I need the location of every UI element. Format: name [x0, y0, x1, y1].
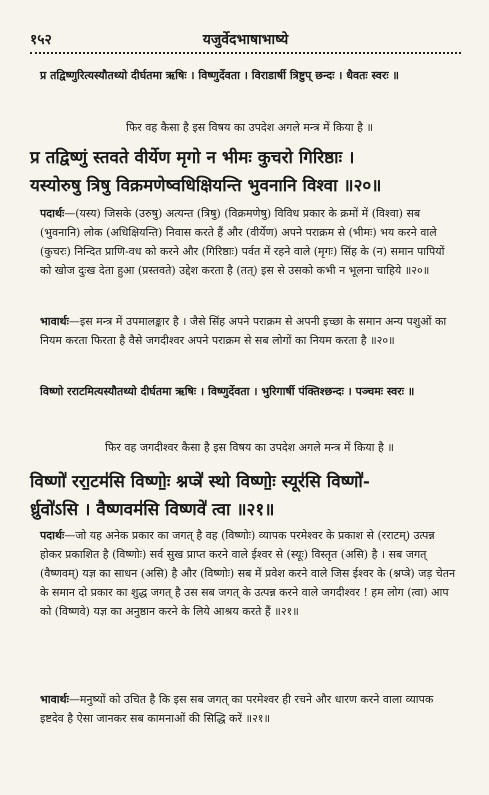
- rishi-devata-line-21: विष्णो रराटमित्यस्यौतथ्यो दीर्घतमा ऋषिः । विष्णुर्देवता । भुरिगार्षी पंक्तिश्छन्दः । पञ्चमः स्वरः ॥: [40, 385, 415, 398]
- padartha-text: —जो यह अनेक प्रकार का जगत् है वह (विष्णोः) व्यापक परमेश्वर के प्रकाश से (रराटम्) उत्पन्न होकर प्रकाशित है (विष्णोः) सर्व सुख प्राप्त करने वाले ईश्वर से (स्यूः) विस्तृत (असि) है । सब जगत् (वैष्णवम्) यज्ञ का साधन (असि) है और (विष्णोः) सब में प्रवेश करने वाले जिस ईश्वर के (श्नप्त्रे) जड़ चेतन के समान दो प्रकार का शुद्ध जगत् है उस सब जगत् के उत्पन्न करने वाले जगदीश्वर ! हम लोग (त्वा) आप को (विष्णवे) यज्ञ का अनुष्ठान करने के लिये आश्रय करते हैं ॥२१॥: [40, 529, 456, 618]
- running-title: यजुर्वेदभाषाभाष्ये: [202, 32, 289, 48]
- mantra-21: [30, 468, 465, 524]
- bhavartha-label: भावार्थः: [40, 315, 69, 328]
- padartha-label: पदार्थः: [40, 529, 65, 542]
- bhavartha-text: —इस मन्त्र में उपमालङ्कार है । जैसे सिंह अपने पराक्रम से अपनी इच्छा के समान अन्य पशुओं का नियम करता फिरता है वैसे जगदीश्वर अपने पराक्रम से सब लोगों का नियम करता है ॥२०॥: [40, 315, 447, 347]
- rishi-devata-line-20: प्र तद्विष्णुरित्यस्यौतथ्यो दीर्घतमा ऋषिः । विष्णुर्देवता । विराडार्षी त्रिष्टुप् छन्दः । धैवतः स्वरः ॥: [40, 69, 399, 82]
- padartha-20: [40, 204, 459, 280]
- page-number: १५२: [30, 32, 52, 48]
- page-header: [30, 30, 461, 54]
- padartha-text: —(यस्य) जिसके (उरुषु) अत्यन्त (त्रिषु) (विक्रमणेषु) विविध प्रकार के क्रमों में (विश्वा) सब (भुवनानि) लोक (अधिक्षियन्ति) निवास करते हैं और (वीर्येण) अपने पराक्रम से (भीमः) भय करने वाले (कुचरः) निन्दित प्राणि-वध को करने और (गिरिष्ठाः) पर्वत में रहने वाले (मृगः) सिंह के (न) समान पापियों को खोज दुःख देता हुआ (प्रस्तवते) उद्देश करता है (तत्) इस से उसको कभी न भूलना चाहिये ॥२०॥: [40, 207, 445, 277]
- bhavartha-text: —मनुष्यों को उचित है कि इस सब जगत् का परमेश्वर ही रचने और धारण करने वाला व्यापक इष्टदेव है ऐसा जानकर सब कामनाओं की सिद्धि करें ॥२१॥: [40, 693, 434, 725]
- mantra-21-line-2: र्ध्रुवो॑ऽसि । वैष्णवम॑सि विष्णवे॑ त्वा ॥२१॥: [30, 500, 275, 520]
- bhavartha-20: [40, 312, 459, 350]
- bhavartha-21: [40, 690, 459, 728]
- mantra-20-line-2: यस्योरुषु त्रिषु विक्रमणेष्वधिक्षियन्ति भुवनानि विश्वा ॥२०॥: [30, 176, 382, 196]
- padartha-21: [40, 526, 459, 621]
- bhavartha-label: भावार्थः: [40, 693, 69, 706]
- mantra-21-line-1: विष्णो॑ ररा॒टम॑सि विष्णोः॒ श्नप्त्रे॑ स्थो विष्णोः॒ स्यूर॑सि विष्णो॑-: [30, 472, 370, 492]
- intro-line-20: फिर वह कैसा है इस विषय का उपदेश अगले मन्त्र में किया है ॥: [125, 121, 374, 134]
- mantra-20: [30, 144, 465, 200]
- padartha-label: पदार्थः: [40, 207, 65, 220]
- mantra-20-line-1: प्र तद्विष्णुं स्तवते वीर्येण मृगो न भीमः कुचरो गिरिष्ठाः ।: [30, 148, 355, 168]
- intro-line-21: फिर वह जगदीश्वर कैसा है इस विषय का उपदेश अगले मन्त्र में किया है ॥: [105, 441, 394, 454]
